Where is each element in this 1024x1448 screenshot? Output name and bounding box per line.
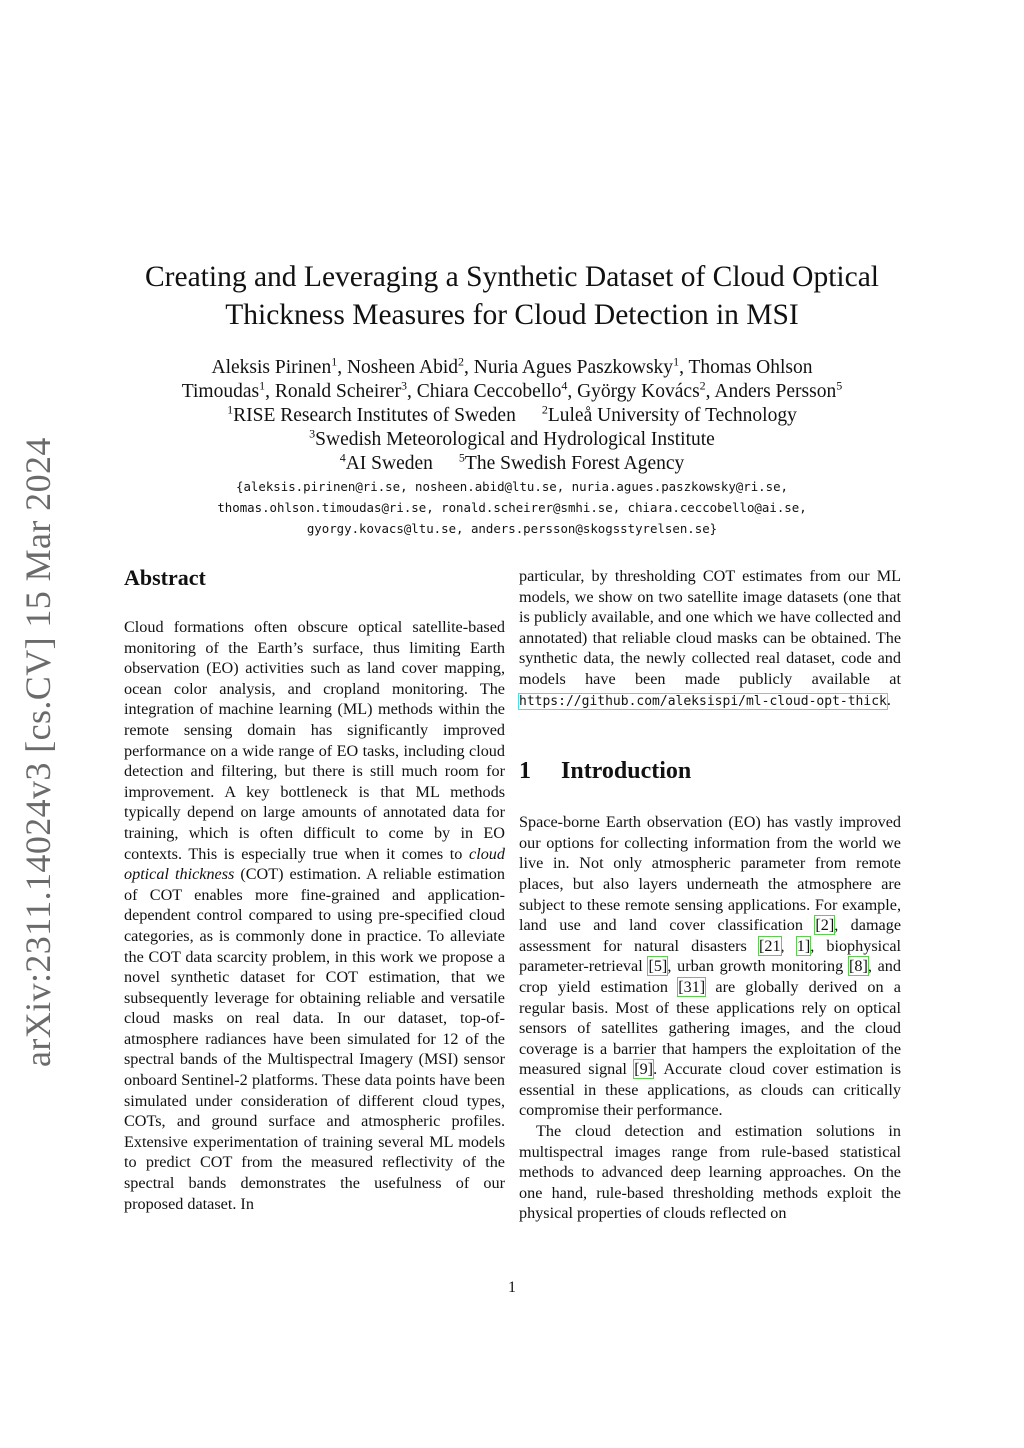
citation-link[interactable]: [8]: [848, 957, 868, 976]
affil-sup: 1: [227, 402, 234, 417]
abstract-end: .: [886, 690, 891, 709]
author-line-1: [120, 356, 904, 380]
affiliation-line-2: [120, 428, 904, 452]
affiliation-ltu: Luleå University of Technology: [547, 405, 797, 426]
intro-paragraph-1: [519, 812, 901, 1121]
title-line-1: Creating and Leveraging a Synthetic Dataset of Cloud Optical: [145, 261, 879, 293]
citation-link[interactable]: [9]: [634, 1060, 654, 1079]
citation-link[interactable]: [31]: [678, 977, 706, 996]
author-name: Nosheen Abid: [346, 357, 458, 378]
author-affil-sup: 2: [457, 354, 464, 369]
affiliation-rise: RISE Research Institutes of Sweden: [233, 405, 516, 426]
abstract-continued: [519, 566, 901, 712]
intro-paragraph-2: The cloud detection and estimation solutions in multispectral images range from rule-based statistical methods to advanced deep learning approaches. On the one hand, rule-based thresholding methods exploit the physical properties of clouds reflected on: [519, 1122, 901, 1223]
intro-text: Space-borne Earth observation (EO) has vastly improved our options for collecting information from the world we live in. Not only atmospheric parameter from remote places, but also layers underneath the atmosphere are subject to these remote sensing applications. For example, land use and land cover classification: [519, 813, 901, 935]
affil-sup: 4: [339, 450, 346, 465]
section-title: Introduction: [561, 758, 692, 785]
intro-text: . Accurate cloud cover estimation is essential in these applications, as clouds can critically compromise their performance.: [519, 1060, 901, 1120]
affiliation-forest-agency: The Swedish Forest Agency: [464, 453, 685, 474]
affiliation-line-3: [120, 452, 904, 476]
author-block: [120, 356, 904, 476]
author-name: Chiara Ceccobello: [416, 381, 562, 402]
author-affil-sup: 1: [259, 378, 266, 393]
email-line-1: {aleksis.pirinen@ri.se, nosheen.abid@ltu.se, nuria.agues.paszkowsky@ri.se,: [235, 479, 789, 494]
intro-text: are globally derived on a regular basis. Most of these applications rely on optical sensors of satellites gathering images, and the cloud coverage is a barrier that hampers the exploitation of the measured signal: [519, 977, 901, 1079]
author-affil-sup: 5: [836, 378, 843, 393]
author-separator: ,: [463, 357, 474, 378]
author-affil-sup: 1: [673, 354, 680, 369]
intro-text: , biophysical parameter-retrieval: [519, 936, 901, 976]
right-column: [519, 566, 901, 1224]
arxiv-identifier: arXiv:2311.14024v3 [cs.CV] 15 Mar 2024: [18, 437, 58, 1068]
email-line-3: gyorgy.kovacs@ltu.se, anders.persson@skogsstyrelsen.se}: [306, 521, 718, 536]
section-heading-introduction: [519, 756, 901, 786]
author-name: Aleksis Pirinen: [211, 357, 332, 378]
author-affil-sup: 1: [331, 354, 338, 369]
abstract-text-1: Cloud formations often obscure optical satellite-based monitoring of the Earth’s surface, thus limiting Earth observation (EO) activities such as land cover mapping, ocean color analysis, and cropland monitoring. The integration of machine learning (ML) methods within the remote sensing domain has significantly improved performance on a wide range of EO tasks, including cloud detection and filtering, but there is still much room for improvement. A key bottleneck is that ML methods typically depend on large amounts of annotated data for training, which is often difficult to come by in EO contexts. This is especially true when it comes to: [124, 618, 505, 863]
citation-link[interactable]: [2]: [815, 916, 835, 935]
affiliation-smhi: Swedish Meteorological and Hydrological Institute: [315, 429, 715, 450]
author-separator: ,: [567, 381, 578, 402]
author-name: Anders Persson: [714, 381, 837, 402]
abstract-text-2: (COT) estimation. A reliable estimation of COT enables more fine-grained and application-dependent control compared to using pre-specified cloud categories, as is commonly done in practice. To alleviate the COT data scarcity problem, in this work we propose a novel synthetic dataset for COT estimation, that we subsequently leverage for obtaining reliable and versatile cloud masks on real data. In our dataset, top-of-atmosphere radiances have been simulated for 12 of the spectral bands of the Multispectral Imagery (MSI) sensor onboard Sentinel-2 platforms. These data points have been simulated under consideration of different cloud types, COTs, and ground surface and atmospheric profiles. Extensive experimentation of training several ML models to predict COT from the measured reflectivity of the spectral bands demonstrates the usefulness of our proposed dataset. In: [124, 865, 505, 1213]
affiliation-line-1: [120, 404, 904, 428]
paper-title: [120, 258, 904, 334]
intro-text: , urban growth monitoring: [667, 957, 849, 976]
page-number: 1: [508, 1279, 516, 1296]
abstract-continued-text: particular, by thresholding COT estimates from our ML models, we show on two satellite image datasets (one that is publicly available, and one which we have collected and annotated) that reliable cloud masks can be obtained. The synthetic data, the newly collected real dataset, code and models have been made publicly available at: [519, 567, 901, 688]
abstract-heading: Abstract: [124, 565, 206, 590]
intro-text: , damage assessment for natural disasters: [519, 916, 901, 955]
intro-text: ,: [780, 936, 797, 955]
author-line-2: [120, 380, 904, 404]
citation-link[interactable]: [5]: [648, 957, 668, 976]
author-separator: ,: [337, 357, 347, 378]
email-block: [120, 476, 904, 539]
author-separator: ,: [705, 381, 715, 402]
author-affil-sup: 3: [401, 378, 407, 393]
author-name: Nuria Agues Paszkowsky: [473, 357, 674, 378]
abstract-paragraph: [124, 617, 505, 1214]
author-affil-sup: 2: [699, 378, 706, 393]
affil-sup: 5: [458, 450, 465, 465]
author-separator: ,: [265, 381, 275, 402]
affil-sup: 3: [309, 426, 316, 441]
intro-text: , and crop yield estimation: [519, 957, 901, 996]
author-affil-sup: 4: [561, 378, 568, 393]
author-separator: , Thomas Ohlson: [679, 357, 813, 378]
citation-link[interactable]: [21: [758, 936, 781, 955]
citation-link[interactable]: 1]: [796, 936, 811, 955]
title-line-2: Thickness Measures for Cloud Detection in MSI: [225, 299, 799, 331]
author-separator: ,: [407, 381, 417, 402]
section-number: 1: [519, 758, 531, 785]
author-name: György Kovács: [577, 381, 700, 402]
author-name: Timoudas: [181, 381, 260, 402]
github-link[interactable]: https://github.com/aleksispi/ml-cloud-opt-thick: [519, 693, 887, 709]
email-line-2: thomas.ohlson.timoudas@ri.se, ronald.scheirer@smhi.se, chiara.ceccobello@ai.se,: [217, 500, 807, 515]
affil-sup: 2: [541, 402, 548, 417]
abstract-emphasis: cloud optical thickness: [124, 844, 505, 884]
author-name: Ronald Scheirer: [274, 381, 401, 402]
affiliation-ai-sweden: AI Sweden: [345, 453, 433, 474]
left-column: [124, 560, 505, 1214]
